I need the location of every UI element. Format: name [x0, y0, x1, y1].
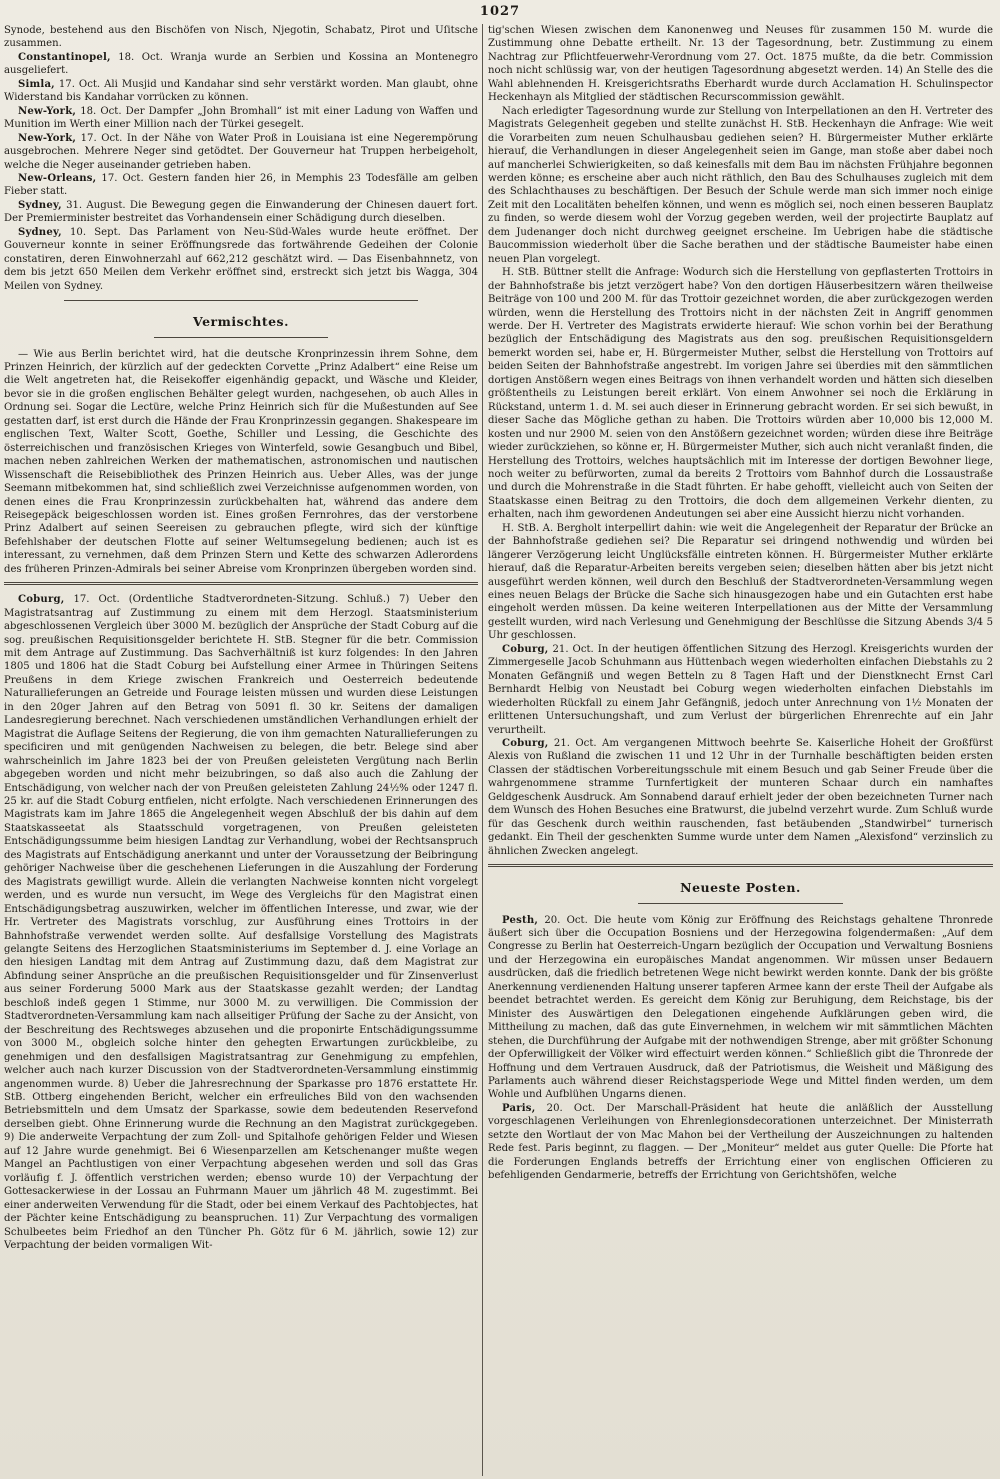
dateline: New-York, [18, 132, 77, 144]
dateline: Coburg, [502, 738, 549, 750]
heading-underline [154, 337, 328, 338]
news-item [4, 132, 478, 172]
section-divider [64, 300, 418, 301]
article-text: 17. Oct. Gestern fanden hier 26, in Memphis 23 Todesfälle am gelben Fieber statt. [4, 172, 478, 198]
article-vermischtes: — Wie aus Berlin berichtet wird, hat die deutsche Kronprinzessin ihrem Sohne, dem Prinzen Heinrich, der kürzlich auf der gedeckten Corvette „Prinz Adalbert“ eine Reise um die Welt angetreten hat, die Reisekoffer eigenhändig gepackt, und Wäsche und Kleider, bevor sie in die großen englischen Behälter gelegt wurden, nachgesehen, ob auch Alles in Ordnung sei. Sogar die Lectüre, welche Prinz Heinrich sich für die Mußestunden auf See gestatten darf, ist erst durch die Hände der Frau Kronprinzessin gegangen. Shakespeare im englischen Text, Walter Scott, Goethe, Schiller und Lessing, die Geschichte des österreichischen und französischen Krieges von Winterfeld, sowie Gesangbuch und Bibel, machen neben zahlreichen Werken der mathematischen, astronomischen und nautischen Wissenschaft die Reisebibliothek des Prinzen Heinrich aus. Ueber Alles, was der junge Seemann mitbekommen hat, sind schließlich zwei Verzeichnisse aufgenommen worden, von denen eines die Frau Kronprinzessin zurückbehalten hat, während das andere dem Reisegepäck beigeschlossen worden ist. Eines großen Fernrohres, das der verstorbene Prinz Adalbert auf seinen Seereisen zu gebrauchen pflegte, wird sich der künftige Befehlshaber der deutschen Flotte auf seiner Weltumsegelung bedienen; auch ist es interessant, zu vernehmen, daß dem Prinzen Stern und Kette des schwarzen Adlerordens des früheren Prinzen-Admirals bei seiner Abreise vom Kronprinzen übergeben worden sind. [4, 348, 478, 575]
section-heading-neueste-posten: Neueste Posten. [680, 880, 801, 896]
news-item [4, 226, 478, 293]
article-text: Synode, bestehend aus den Bischöfen von Nisch, Njegotin, Schabatz, Pirot und Uſitsche zusammen. [4, 25, 478, 50]
article-text: 18. Oct. Wranja wurde an Serbien und Kossina an Montenegro ausgeliefert. [4, 51, 478, 77]
dateline: Coburg, [502, 643, 549, 655]
news-item [4, 51, 478, 78]
news-item [4, 105, 478, 132]
heading-underline [638, 903, 843, 904]
page-number: 1027 [479, 4, 521, 19]
section-divider [488, 864, 993, 867]
article-text: 18. Oct. Der Dampfer „John Bromhall“ ist mit einer Ladung von Waffen und Munition im Werth einer Million nach der Türkei gesegelt. [4, 105, 478, 131]
dateline: New-York, [18, 105, 77, 117]
dateline: Paris, [502, 1102, 536, 1114]
article-text: 10. Sept. Das Parlament von Neu-Süd-Wales wurde heute eröffnet. Der Gouverneur konnte in seiner Eröffnungsrede das fortwährende Gedeihen der Colonie constatiren, deren Einwohnerzahl auf 662,212 geschätzt wird. — Das Eisenbahnnetz, von dem bis jetzt 650 Meilen dem Verkehr eröffnet sind, erstreckt sich jetzt bis Wagga, 304 Meilen von Sydney. [4, 226, 478, 292]
column-rule [482, 24, 483, 1476]
article-coburg-court [488, 643, 993, 737]
article-coburg-visit [488, 737, 993, 858]
interpellation: H. StB. A. Bergholt interpellirt dahin: wie weit die Angelegenheit der Reparatur der Brücke an der Bahnhofstraße gediehen sei? Die Reparatur sei dringend nothwendig und würden bei längerer Verzögerung leicht Unglücksfälle eintreten können. H. Bürgermeister Muther erklärte hierauf, daß die Reparatur-Arbeiten bereits vergeben seien; dieselben hätten aber bis jetzt nicht ausgeführt werden können, weil durch den Beschluß der Stadtverordneten-Versammlung wegen eines neuen Belags der Brücke die Sache sich hinausgezogen habe und ein Gutachten erst habe eingeholt werden müssen. Da keine weiteren Interpellationen aus der Mitte der Versammlung gestellt wurden, wird nach Verlesung und Genehmigung der Beschlüsse die Sitzung Abends 3/4 5 Uhr geschlossen. [488, 522, 993, 642]
news-item [4, 78, 478, 105]
article-text: 17. Oct. Ali Musjid und Kandahar sind sehr verstärkt worden. Man glaubt, ohne Widerstand bis Kandahar vorrücken zu können. [4, 78, 478, 104]
section-divider [4, 582, 478, 585]
section-heading-vermischtes: Vermischtes. [193, 314, 289, 330]
interpellation: Nach erledigter Tagesordnung wurde zur Stellung von Interpellationen an den H. Vertreter des Magistrats Gelegenheit gegeben und stellte zunächst H. StB. Heckenhayn die Anfrage: Wie weit die Vorarbeiten zum neuen Schulhausbau gediehen seien? H. Bürgermeister Muther erklärte hierauf, die Verhandlungen in dieser Angelegenheit seien im Gange, man stoße aber dabei noch auf mancherlei Schwierigkeiten, so daß keinesfalls mit dem Bau im nächsten Frühjahre begonnen werden könne; es erscheine aber auch nicht räthlich, den Bau des Schulhauses zugleich mit dem des Schlachthauses zu beschäftigen. Der Besuch der Schule werde man sich immer noch einige Zeit mit den Localitäten behelfen können, und wenn es möglich sei, noch einen besseren Bauplatz zu finden, so werde diesem wohl der Vorzug gegeben werden, weil der projectirte Bauplatz auf dem Judenanger doch nicht durchweg geeignet erscheine. Im Uebrigen habe die städtische Baucommission wiederholt über die Sache berathen und der städtische Baumeister habe einen neuen Plan vorgelegt. [488, 105, 993, 265]
article-coburg-council [4, 593, 478, 1252]
article-text: 20. Oct. Die heute vom König zur Eröffnung des Reichstags gehaltene Thronrede äußert sich über die Occupation Bosniens und der Herzegowina folgendermaßen: „Auf dem Congresse zu Berlin hat Oesterreich-Ungarn bezüglich der Occupation und Verwaltung Bosniens und der Herzegowina ein europäisches Mandat angenommen. Wir müssen unser Bedauern ausdrücken, daß die friedlich betretenen Wege nicht bewirkt werden konnte. Dank der bis größte Anerkennung verdienenden Haltung unserer tapferen Armee kann der erste Theil der Aufgabe als beendet betrachtet werden. Es gereicht dem König zur Beruhigung, dem Reichstage, bis der Minister des Auswärtigen den Delegationen eingehende Aufklärungen geben wird, die Mittheilung zu machen, daß das gute Einvernehmen, in welchem wir mit sämmtlichen Mächten stehen, die Durchführung der Aufgabe mit der nothwendigen Strenge, aber mit größter Schonung der Opferwilligkeit der Völker wird effectuirt werden können.“ Schließlich gibt die Thronrede der Hoffnung und dem Vertrauen Ausdruck, daß der Patriotismus, die Weisheit und Mäßigung des Parlaments auch während dieser Reichstagsperiode Wege und Mittel finden werden, um dem Wohle und Aufblühen Ungarns dienen. [488, 914, 993, 1101]
article-paris [488, 1102, 993, 1183]
article-continuation: tig'schen Wiesen zwischen dem Kanonenweg und Neuses für zusammen 150 M. wurde die Zustimmung ohne Debatte ertheilt. Nr. 13 der Tagesordnung, betr. Zustimmung zu einem Nachtrag zur Pflichtfeuerwehr-Verordnung vom 27. Oct. 1875 mußte, da die betr. Commission noch nicht schlüssig war, von der heutigen Tagesordnung abgesetzt werden. 14) An Stelle des die Wahl ablehnenden H. Kreisgerichtsraths Eberhardt wurde durch Acclamation H. Schulinspector Heckenhayn als Mitglied der städtischen Recurscommission gewählt. [488, 25, 993, 104]
dateline: Sydney, [18, 226, 62, 238]
article-text: 17. Oct. In der Nähe von Water Proß in Louisiana ist eine Negerempörung ausgebrochen. Mehrere Neger sind getödtet. Der Gouverneur hat Truppen herbeigeholt, welche die Neger auseinander getrieben haben. [4, 132, 478, 171]
article-text: 31. August. Die Bewegung gegen die Einwanderung der Chinesen dauert fort. Der Premierminister bestreitet das Vorhandensein einer Schädigung durch dieselben. [4, 199, 478, 225]
dateline: Sydney, [18, 199, 62, 211]
news-item [4, 199, 478, 226]
dateline: Pesth, [502, 914, 539, 926]
news-item [4, 24, 478, 51]
news-item [4, 172, 478, 199]
article-text: 21. Oct. Am vergangenen Mittwoch beehrte Se. Kaiserliche Hoheit der Großfürst Alexis von Rußland die zwischen 11 und 12 Uhr in der Turnhalle beschäftigten beiden ersten Classen der städtischen Vorbereitungsschule mit einem Besuch und gab Seiner Freude über die wahrgenommene stramme Turnfertigkeit der munteren Schaar durch ein namhaftes Geldgeschenk Ausdruck. Am Sonnabend darauf erhielt jeder der oben bezeichneten Turner nach dem Wunsch des Hohen Besuches eine Bratwurst, die jubelnd verzehrt wurde. Zum Schluß wurde für das Geschenk durch weithin rauschenden, fast betäubenden „Standwirbel“ turnerisch gedankt. Ein Theil der geschenkten Summe wurde unter dem Namen „Alexisfond“ verzinslich zu ähnlichen Zwecken angelegt. [488, 738, 993, 857]
article-text: 17. Oct. (Ordentliche Stadtverordneten-Sitzung. Schluß.) 7) Ueber den Magistratsantrag auf Zustimmung zu einem mit dem Herzogl. Staatsministerium abgeschlossenen Vergleich über 3000 M. bezüglich der Ansprüche der Stadt Coburg auf die sog. preußischen Requisitionsgelder berichtete H. StB. Stegner für die betr. Commission mit dem Antrage auf Zustimmung. Das Sachverhältniß ist kurz folgendes: In den Jahren 1805 und 1806 hat die Stadt Coburg bei Aufstellung einer Armee in Thüringen Seitens Preußens in dem Kriege zwischen Frankreich und Oesterreich bedeutende Naturallieferungen an Getreide und Fourage leisten müssen und wurden diese Leistungen in den 20ger Jahren auf den Betrag von 5091 fl. 30 kr. Seitens der damaligen Landesregierung berechnet. Nach verschiedenen umständlichen Verhandlungen erhielt der Magistrat die Auflage Seitens der Regierung, die von ihm gemachten Naturallieferungen zu specificiren und mit genügenden Nachweisen zu belegen, die betr. Belege sind aber wahrscheinlich im Jahre 1823 bei der von Preußen geleisteten Vergütung nach Berlin abgegeben worden und nicht mehr beizubringen, so daß also auch die Zahlung der Entschädigung, von welcher nach der von Preußen geleisteten Zahlung 24½% oder 1247 fl. 25 kr. auf die Stadt Coburg entfielen, nicht erfolgte. Nach verschiedenen Erinnerungen des Magistrats kam im Jahre 1865 die Angelegenheit wegen Abschluß der bis dahin auf dem Staatskasseetat als Staatsschuld vorgetragenen, von Preußen geleisteten Entschädigungssumme beim hiesigen Landtag zur Verhandlung, wobei der Rechtsanspruch des Magistrats auf Entschädigung anerkannt und unter der Voraussetzung der Beibringung gehöriger Nachweise über die geschehenen Lieferungen in die Auszahlung der Forderung des Magistrats gewilligt wurde. Allein die verlangten Nachweise konnten nicht vorgelegt werden, und es wurde nun versucht, im Wege des Vergleichs für den Magistrat einen Entschädigungsbetrag auszuwirken, welcher im öffentlichen Interesse, und zwar, wie der Hr. Vertreter des Magistrats vorschlug, zur Ausführung eines Trottoirs in der Bahnhofstraße verwendet werden sollte. Auf desfallsige Vorstellung des Magistrats gelangte Seitens des Herzoglichen Staatsministeriums im September d. J. eine Vorlage an den hiesigen Landtag mit dem Antrag auf Zustimmung dazu, daß dem Magistrat zur Abfindung seiner Ansprüche an die preußischen Requisitionsgelder und für Zinsenverlust aus seiner Forderung 5000 Mark aus der Staatskasse gezahlt werden; der Landtag beschloß indeß gegen 1 Stimme, nur 3000 M. zu verwilligen. Die Commission der Stadtverordneten-Versammlung kam nach allseitiger Prüfung der Sache zu der Ansicht, von der Beschreitung des Rechtsweges abzusehen und die proponirte Entschädigungssumme von 3000 M., obgleich solche hinter den gehegten Erwartungen zurückbleibe, zu genehmigen und den desfallsigen Magistratsantrag zur Genehmigung zu empfehlen, welcher auch nach kurzer Discussion von der Stadtverordneten-Versammlung einstimmig angenommen wurde. 8) Ueber die Jahresrechnung der Sparkasse pro 1876 erstattete Hr. StB. Ottberg eingehenden Bericht, welcher ein erfreuliches Bild von den wachsenden Betriebsmitteln und dem Umsatz der Sparkasse, sowie dem bedeutenden Reservefond derselben giebt. Ohne Erinnerung wurde die Rechnung an den Magistrat zurückgegeben. 9) Die anderweite Verpachtung der zum Zoll- und Spitalhofe gehörigen Felder und Wiesen auf 12 Jahre wurde genehmigt. Bei 6 Wiesenparzellen am Ketschenanger mußte wegen Mangel an Pachtlustigen von einer Verpachtung abgesehen werden und soll das Gras vorläufig f. J. öffentlich verstrichen werden; ebenso wurde 10) der Verpachtung der Gottesackerwiese in der Lossau an Fuhrmann Mauer um jährlich 48 M. zugestimmt. Bei einer anderweiten Verwendung für die Stadt, oder bei einem Verkauf des Pachtobjectes, hat der Pächter keine Entschädigung zu beanspruchen. 11) Zur Verpachtung des vormaligen Schulbeetes beim Friedhof an den Tüncher Ph. Götz für 6 M. jährlich, sowie 12) zur Verpachtung der beiden vormaligen Wit- [4, 594, 478, 1251]
article-text: 20. Oct. Der Marschall-Präsident hat heute die anläßlich der Ausstellung vorgeschlagenen Verleihungen von Ehrenlegionsdecorationen unterzeichnet. Der Ministerrath setzte den Wortlaut der von Mac Mahon bei der Vertheilung der Auszeichnungen zu haltenden Rede fest. Paris beginnt, zu flaggen. — Der „Moniteur“ meldet aus guter Quelle: Die Pforte hat die Forderungen Englands betreffs der Errichtung einer von englischen Officieren zu befehligenden Gendarmerie, betreffs der Errichtung von Gerichtshöfen, welche [488, 1102, 993, 1182]
dateline: New-Orleans, [18, 172, 97, 184]
dateline: Coburg, [18, 594, 65, 606]
article-pesth [488, 914, 993, 1102]
interpellation: H. StB. Büttner stellt die Anfrage: Wodurch sich die Herstellung von gepflasterten Trottoirs in der Bahnhofstraße bis jetzt verzögert habe? Von den dortigen Häuserbesitzern wären theilweise Beiträge von 100 und 200 M. für das Trottoir gezeichnet worden, die aber zurückgezogen werden würden, wenn die Herstellung des Trottoirs nicht in der nächsten Zeit in Angriff genommen werde. Der H. Vertreter des Magistrats erwiderte hierauf: Wie schon vorhin bei der Berathung bezüglich der Entschädigung des Magistrats aus den sog. preußischen Requisitionsgeldern bemerkt worden sei, habe er, H. Bürgermeister Muther, selbst die Herstellung von Trottoirs auf beiden Seiten der Bahnhofstraße angestrebt. Im vorigen Jahre sei überdies mit den sämmtlichen dortigen Anstößern wegen eines Beitrags von ihnen verhandelt worden und hätten sich dieselben größtentheils zu Leistungen bereit erklärt. Von einem Anwohner sei noch die Erklärung in Rückstand, unterm 1. d. M. sei auch dieser in Erinnerung gebracht worden. Er sei sich bewußt, in dieser Sache das Mögliche gethan zu haben. Die Trottoirs würden aber 10,000 bis 12,000 M. kosten und nur 2900 M. seien von den Anstößern gezeichnet worden; würden diese ihre Beiträge wieder zurückziehen, so könne er, H. Bürgermeister Muther, sich auch nicht veranlaßt finden, die Herstellung des Trottoirs, welches hauptsächlich mit im Interesse der dortigen Bewohner liege, noch weiter zu befürworten, zumal da bereits 2 Trottoirs vom Bahnhof durch die Lossaustraße und durch die Mohrenstraße in die Stadt führten. Er habe gehofft, vielleicht auch von Seiten der Staatskasse einen Beitrag zu den Trottoirs, die doch dem allgemeinen Verkehr dienten, zu erhalten, nach ihm gewordenen Andeutungen sei aber eine Aussicht hierzu nicht vorhanden. [488, 267, 993, 521]
right-column [488, 24, 993, 1476]
article-text: 21. Oct. In der heutigen öffentlichen Sitzung des Herzogl. Kreisgerichts wurden der Zimmergeselle Jacob Schuhmann aus Hüttenbach wegen wiederholten einfachen Diebstahls zu 2 Monaten Gefängniß und wegen Betteln zu 8 Tagen Haft und der Dienstknecht Ernst Carl Bernhardt Helbig von Neustadt bei Coburg wegen wiederholten einfachen Diebstahls im wiederholten Rückfall zu einem Jahr Gefängniß, jedoch unter Anrechnung von 1½ Monaten der erlittenen Untersuchungshaft, und zum Verlust der bürgerlichen Ehrenrechte auf ein Jahr verurtheilt. [488, 643, 993, 736]
left-column [4, 24, 478, 1476]
dateline: Constantinopel, [18, 51, 111, 63]
dateline: Simla, [18, 78, 55, 90]
